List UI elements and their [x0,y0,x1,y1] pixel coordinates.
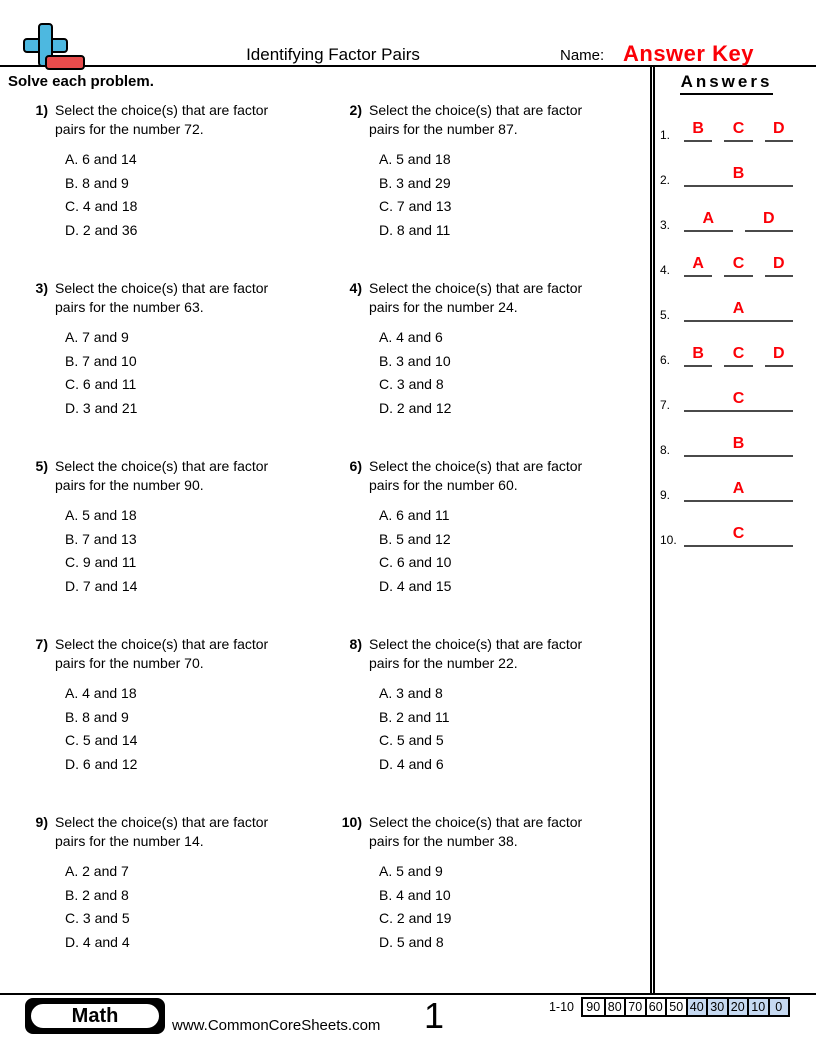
answer-blanks [684,435,793,457]
answer-letter: D [762,210,775,227]
score-cell: 80 [604,999,625,1015]
answer-blanks [684,255,793,277]
choice-option: A. 2 and 7 [65,863,129,879]
answer-key-text: Answer Key [623,41,754,66]
page-number: 1 [424,995,445,1036]
problem-number: 3) [35,280,48,296]
score-cell: 50 [665,999,686,1015]
answer-blanks [684,120,793,142]
answer-letter: B [692,120,704,137]
choice-option: C. 6 and 10 [379,554,452,570]
problem-6 [340,457,650,635]
answer-blank [684,210,733,232]
answer-letter: C [732,255,745,272]
choice-option: D. 4 and 6 [379,755,444,772]
answer-row-9 [660,457,793,502]
choice-option: D. 2 and 36 [65,221,138,238]
answer-row-10 [660,502,793,547]
score-cell: 70 [624,999,645,1015]
choice-option: A. 5 and 18 [379,151,451,167]
problem-body [369,279,582,457]
choice-option: A. 6 and 14 [65,151,137,167]
problem-prompt-line2: pairs for the number 24. [369,299,518,315]
problem-number: 4) [349,280,362,296]
footer [0,993,816,1056]
choice-option: D. 6 and 12 [65,755,138,772]
choice-option: A. 4 and 6 [379,329,443,345]
answer-letter: D [773,255,785,272]
answer-row-8 [660,412,793,457]
subject-badge [25,998,165,1034]
answer-letter: B [732,165,745,182]
score-cell: 30 [706,999,727,1015]
choice-option: B. 2 and 11 [379,708,450,725]
answer-blank [684,435,793,457]
problem-number: 8) [349,636,362,652]
problem-prompt-line2: pairs for the number 63. [55,299,204,315]
name-label: Name: [560,47,605,64]
answer-number: 4. [660,263,671,277]
answer-blank [684,390,793,412]
problem-prompt-line2: pairs for the number 60. [369,477,518,493]
choice-option: C. 7 and 13 [379,198,452,214]
answers-list [660,97,793,547]
problem-prompt-line1: Select the choice(s) that are factor [369,280,583,296]
choices-list [369,504,582,598]
answer-letter: C [732,120,745,137]
answer-number: 6. [660,353,671,367]
answer-blank [724,120,752,142]
problem-body [55,813,268,991]
choices-list [55,860,268,954]
problem-prompt-line1: Select the choice(s) that are factor [55,280,269,296]
answer-row-1 [660,97,793,142]
choice-option: B. 3 and 10 [379,352,451,369]
answer-blank [724,345,752,367]
answer-blank [765,120,793,142]
subject-badge-label: Math [29,1002,161,1030]
answer-letter: C [732,345,745,362]
answer-letter: A [702,210,715,227]
problems-grid [0,101,650,991]
answer-blanks [684,525,793,547]
problem-7 [26,635,340,813]
choice-option: D. 7 and 14 [65,577,138,594]
choice-option: C. 5 and 5 [379,732,444,748]
answer-letter: B [732,435,745,452]
choices-list [369,682,582,776]
score-cell: 90 [583,999,604,1015]
answer-blanks [684,210,793,232]
plus-icon [40,40,51,51]
answer-blank [684,165,793,187]
problem-4 [340,279,650,457]
answer-blank [684,480,793,502]
answer-letter: D [773,120,785,137]
answer-number: 5. [660,308,671,322]
problem-prompt-line1: Select the choice(s) that are factor [369,814,583,830]
choices-list [369,148,582,242]
answer-letter: A [692,255,704,272]
choice-option: A. 3 and 8 [379,685,443,701]
problem-body [55,635,268,813]
problem-prompt-line2: pairs for the number 72. [55,121,204,137]
answer-blank [724,255,752,277]
score-strip [549,997,790,1017]
instructions: Solve each problem. [8,73,154,90]
choice-option: A. 6 and 11 [379,507,450,523]
choice-option: B. 8 and 9 [65,174,129,191]
choice-option: D. 4 and 15 [379,577,452,594]
problem-number: 9) [35,814,48,830]
choice-option: B. 7 and 10 [65,352,137,369]
answer-blanks [684,480,793,502]
main-content [0,67,816,993]
problem-body [55,279,268,457]
answer-row-2 [660,142,793,187]
answer-number: 1. [660,128,671,142]
problem-2 [340,101,650,279]
problem-body [369,457,582,635]
choice-option: C. 4 and 18 [65,198,138,214]
choices-list [369,326,582,420]
answer-blank [765,255,793,277]
choice-option: C. 2 and 19 [379,910,452,926]
problem-number: 7) [35,636,48,652]
choice-option: B. 4 and 10 [379,886,451,903]
problem-number: 5) [35,458,48,474]
choice-option: D. 5 and 8 [379,933,444,950]
answer-row-5 [660,277,793,322]
problem-prompt-line1: Select the choice(s) that are factor [55,814,269,830]
problem-body [369,101,582,279]
problem-prompt-line1: Select the choice(s) that are factor [369,458,583,474]
answer-number: 2. [660,173,671,187]
choices-list [369,860,582,954]
page-title: Identifying Factor Pairs [246,45,420,64]
problem-prompt-line2: pairs for the number 87. [369,121,518,137]
answer-number: 9. [660,488,671,502]
answer-number: 7. [660,398,671,412]
answer-number: 3. [660,218,671,232]
problem-prompt-line2: pairs for the number 14. [55,833,204,849]
problems-area [0,67,650,993]
problem-body [55,457,268,635]
answer-blank [684,255,712,277]
problem-prompt-line2: pairs for the number 22. [369,655,518,671]
problem-number: 10) [341,814,362,830]
answer-letter: A [732,300,745,317]
problem-1 [26,101,340,279]
problem-prompt-line2: pairs for the number 70. [55,655,204,671]
website-url: www.CommonCoreSheets.com [172,1017,381,1034]
answer-blanks [684,390,793,412]
problem-body [369,635,582,813]
problem-prompt-line1: Select the choice(s) that are factor [369,636,583,652]
answers-title-wrap [660,72,793,95]
answer-row-7 [660,367,793,412]
choice-option: D. 8 and 11 [379,221,451,238]
problem-body [55,101,268,279]
answer-row-6 [660,322,793,367]
choice-option: D. 4 and 4 [65,933,130,950]
choice-option: C. 3 and 8 [379,376,444,392]
answer-blank [745,210,794,232]
problem-body [369,813,582,991]
answer-blank [684,345,712,367]
choice-option: B. 7 and 13 [65,530,137,547]
choice-option: C. 6 and 11 [65,376,137,392]
answer-blank [684,525,793,547]
choice-option: B. 5 and 12 [379,530,451,547]
answer-letter: C [732,390,745,407]
choice-option: A. 4 and 18 [65,685,137,701]
problem-number: 6) [349,458,362,474]
answer-row-4 [660,232,793,277]
choices-list [55,148,268,242]
answer-blanks [684,165,793,187]
answers-panel [650,67,816,993]
answer-letter: A [732,480,745,497]
score-cell: 10 [747,999,768,1015]
choices-list [55,504,268,598]
header [0,0,816,67]
answer-blank [684,300,793,322]
choice-option: B. 3 and 29 [379,174,451,191]
choice-option: B. 8 and 9 [65,708,129,725]
choice-option: C. 3 and 5 [65,910,130,926]
answer-letter: C [732,525,745,542]
problem-3 [26,279,340,457]
problem-prompt-line1: Select the choice(s) that are factor [55,458,269,474]
score-range-label: 1-10 [548,1000,574,1014]
choice-option: A. 5 and 9 [379,863,443,879]
answer-letter: D [773,345,785,362]
score-cell: 40 [686,999,707,1015]
score-cell: 20 [727,999,748,1015]
answer-blanks [684,345,793,367]
choice-option: D. 3 and 21 [65,399,138,416]
problem-8 [340,635,650,813]
answer-number: 10. [660,533,677,547]
answer-letter: B [692,345,704,362]
score-cell: 0 [768,999,789,1015]
score-cell: 60 [645,999,666,1015]
choice-option: C. 9 and 11 [65,554,137,570]
problem-10 [340,813,650,991]
answer-row-3 [660,187,793,232]
choices-list [55,682,268,776]
problem-9 [26,813,340,991]
problem-number: 2) [349,102,362,118]
problem-prompt-line1: Select the choice(s) that are factor [369,102,583,118]
answer-blank [765,345,793,367]
problem-prompt-line2: pairs for the number 90. [55,477,204,493]
choice-option: C. 5 and 14 [65,732,138,748]
problem-prompt-line1: Select the choice(s) that are factor [55,636,269,652]
choices-list [55,326,268,420]
answer-blank [684,120,712,142]
problem-prompt-line1: Select the choice(s) that are factor [55,102,269,118]
choice-option: B. 2 and 8 [65,886,129,903]
choice-option: A. 5 and 18 [65,507,137,523]
problem-prompt-line2: pairs for the number 38. [369,833,518,849]
answers-title: Answers [680,72,774,95]
choice-option: A. 7 and 9 [65,329,129,345]
answer-blanks [684,300,793,322]
score-cells [581,997,790,1017]
problem-number: 1) [35,102,48,118]
problem-5 [26,457,340,635]
commoncoresheets-logo [23,22,87,72]
answer-number: 8. [660,443,671,457]
minus-icon [45,55,85,70]
choice-option: D. 2 and 12 [379,399,452,416]
